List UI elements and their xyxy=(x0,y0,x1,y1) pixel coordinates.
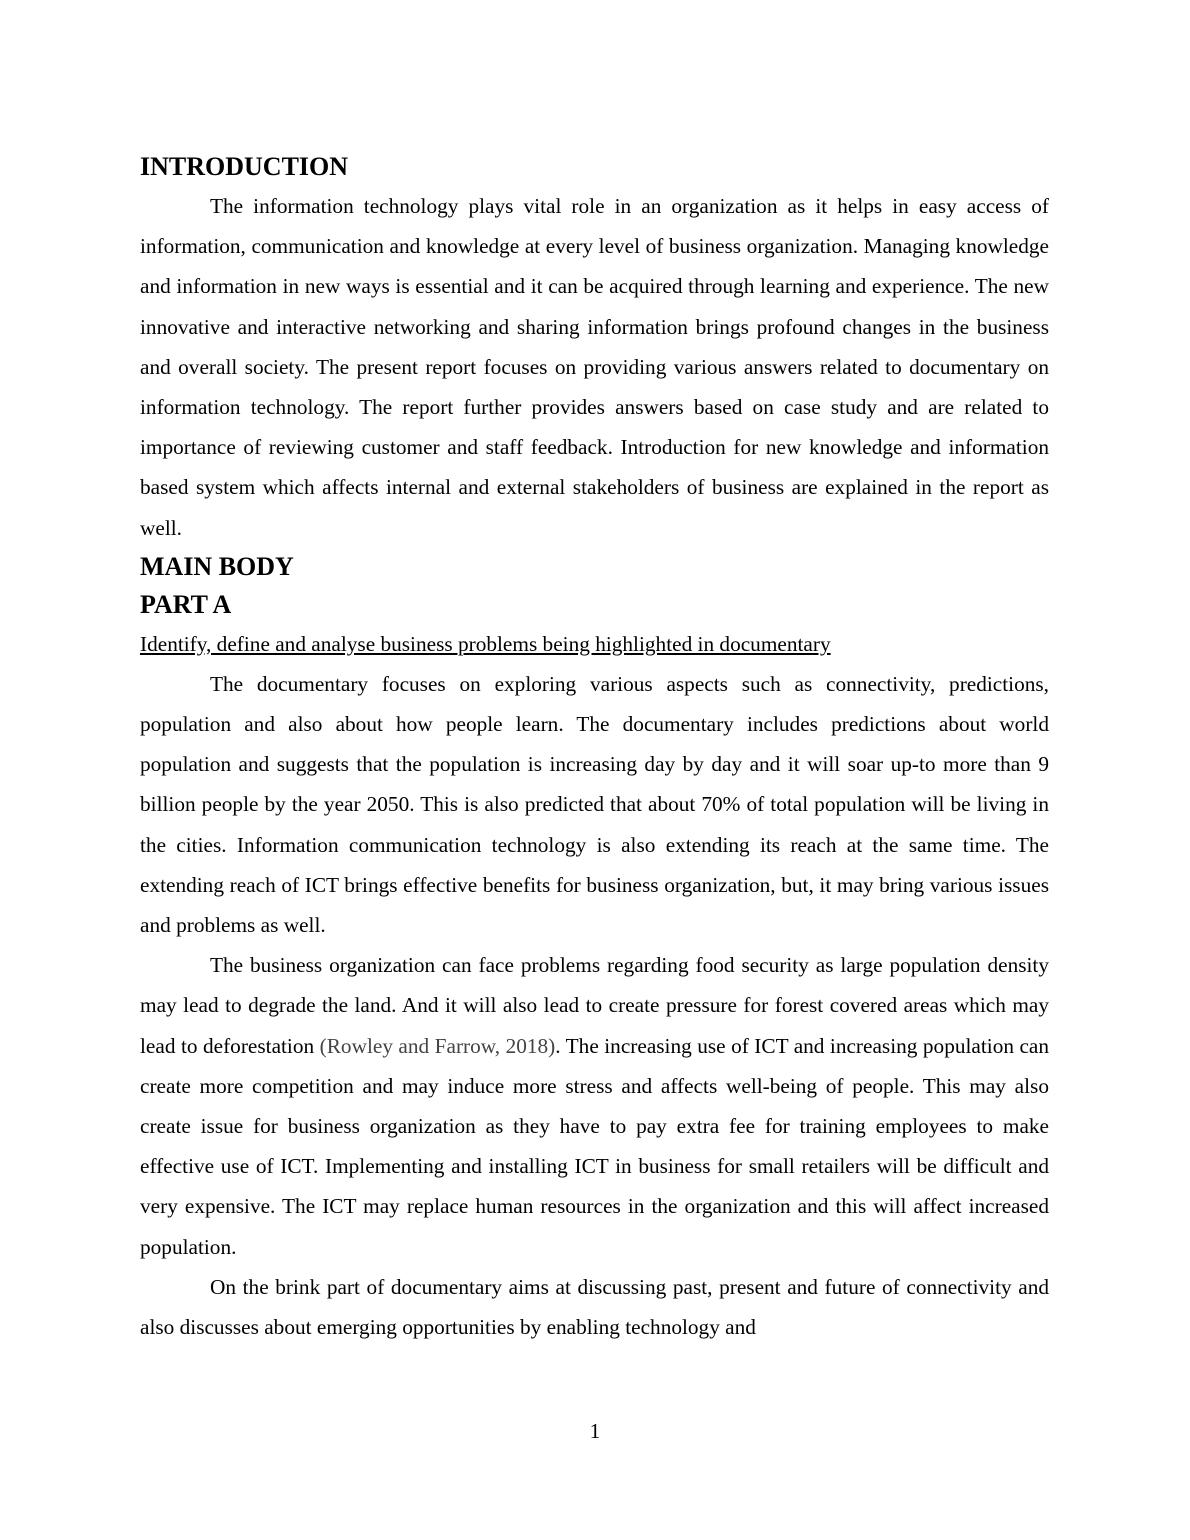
page-number: 1 xyxy=(589,1419,601,1443)
part-a-paragraph-2 xyxy=(140,945,1049,1267)
paragraph-2-text-start: The business organization can face problems regarding food security as large population density may lead to degrade the land. And it will also lead to create pressure for forest covered areas which may lead to deforestation xyxy=(140,953,1049,1058)
introduction-heading: INTRODUCTION xyxy=(140,152,349,181)
part-a-paragraph-3: On the brink part of documentary aims at discussing past, present and future of connectivity and also discusses about emerging opportunities by enabling technology and xyxy=(140,1274,1049,1340)
paragraph-2-text-end: . The increasing use of ICT and increasing population can create more competition and may induce more stress and affects well-being of people. This may also create issue for business organization as they have to pay extra fee for training employees to make effective use of ICT. Implementing and installing ICT in business for small retailers will be difficult and very expensive. The ICT may replace human resources in the organization and this will affect increased population. xyxy=(140,1033,1050,1259)
main-body-heading: MAIN BODY xyxy=(140,551,294,581)
part-a-subheading: Identify, define and analyse business problems being highlighted in documentary xyxy=(140,631,831,656)
part-a-paragraph-1: The documentary focuses on exploring various aspects such as connectivity, predictions, population and also about how people learn. The documentary includes predictions about world population and suggests that the population is increasing day by day and it will soar up-to more than 9 billion people by the year 2050. This is also predicted that about 70% of total population will be living in the cities. Information communication technology is also extending its reach at the same time. The extending reach of ICT brings effective benefits for business organization, but, it may bring various issues and problems as well. xyxy=(140,671,1049,938)
introduction-paragraph: The information technology plays vital role in an organization as it helps in easy access of information, communication and knowledge at every level of business organization. Managing knowledge and information in new ways is essential and it can be acquired through learning and experience. The new innovative and interactive networking and sharing information brings profound changes in the business and overall society. The present report focuses on providing various answers related to documentary on information technology. The report further provides answers based on case study and are related to importance of reviewing customer and staff feedback. Introduction for new knowledge and information based system which affects internal and external stakeholders of business are explained in the report as well. xyxy=(140,194,1049,540)
part-a-heading: PART A xyxy=(140,589,232,619)
citation-rowley-farrow: (Rowley and Farrow, 2018) xyxy=(319,1033,556,1058)
page-content xyxy=(140,148,1049,1347)
